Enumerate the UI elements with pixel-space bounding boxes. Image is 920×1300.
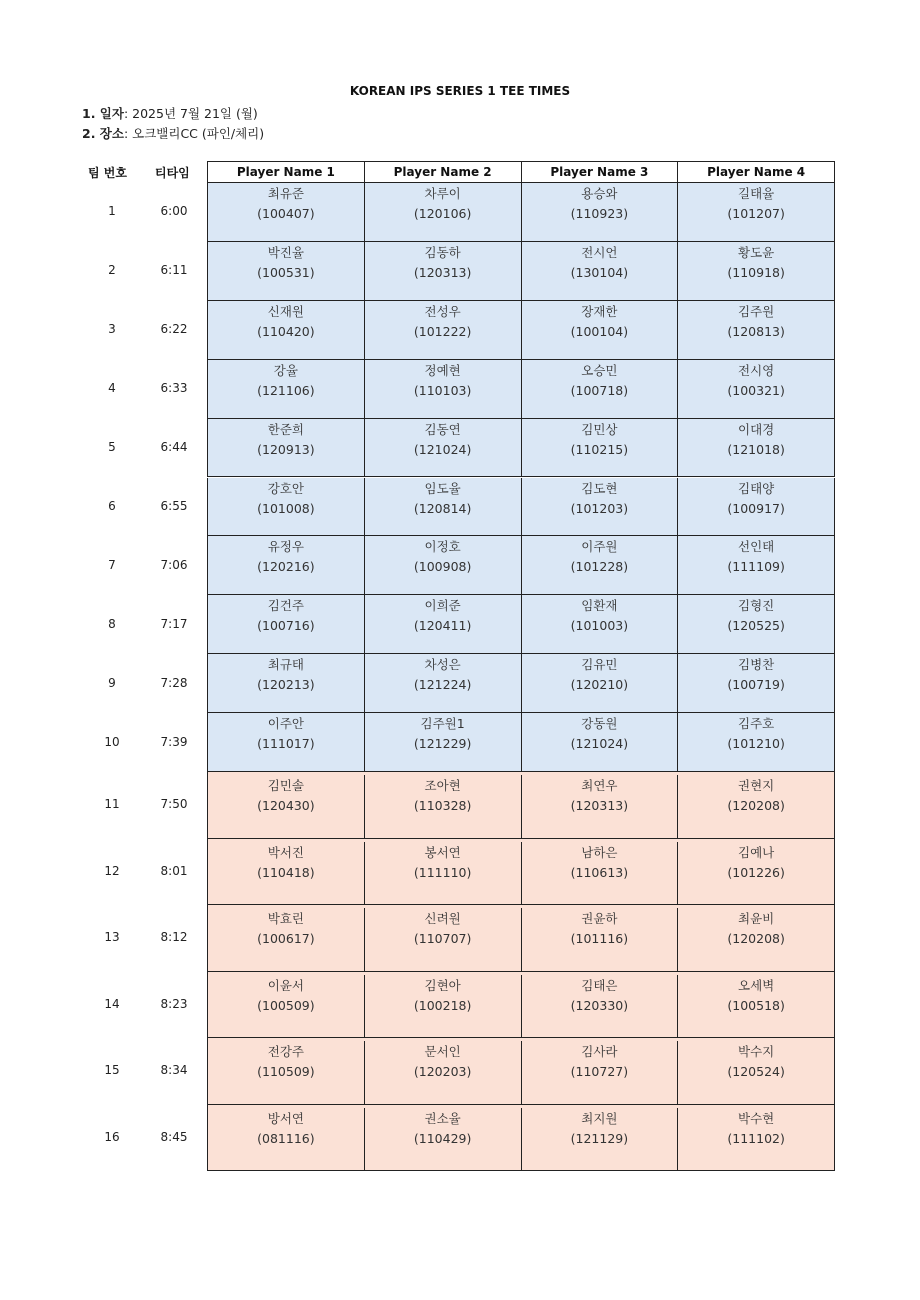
player-id: (120524) [727,1064,785,1079]
team-number: 7 [108,557,116,572]
player-name: 조아현 [424,778,461,793]
player-id: (100719) [727,677,785,693]
player-id: (101207) [727,206,785,221]
player-cells [207,1105,835,1172]
player-cell-3 [522,654,679,712]
table-row [0,242,920,301]
team-number: 14 [104,996,120,1011]
player-header-1: Player Name 1 [208,162,365,182]
player-name: 남하은 [581,844,618,860]
player-cell-4 [678,1108,834,1171]
player-id: (120208) [727,798,785,813]
player-name: 방서연 [267,1110,304,1126]
player-cell-2 [365,360,522,418]
player-name: 유정우 [267,539,304,555]
player-name: 황도윤 [738,244,775,260]
player-cell-1 [208,419,365,477]
player-name: 박수지 [738,1044,775,1059]
player-cells [207,839,835,906]
player-id: (110918) [727,264,785,280]
team-number: 15 [104,1063,120,1078]
player-name: 최연우 [581,778,618,793]
player-id: (100617) [257,931,315,946]
tee-time: 7:39 [160,734,188,749]
player-cell-2 [365,842,522,905]
player-id: (120313) [413,264,472,280]
tee-time: 7:17 [160,616,188,631]
team-number: 13 [104,930,120,945]
player-cell-4 [678,536,834,594]
player-name: 박서진 [267,844,304,860]
player-name: 최유준 [267,186,304,201]
player-name: 박수현 [738,1110,775,1126]
player-name: 전시언 [581,244,618,260]
player-cell-3 [522,419,679,477]
player-cell-1 [208,242,365,300]
player-id: (120525) [727,618,785,634]
table-row [0,536,920,595]
tee-time: 6:11 [160,263,188,278]
player-cell-3 [522,360,679,418]
player-cell-3 [522,183,679,241]
player-name: 오세벽 [738,977,775,993]
player-id: (111017) [257,736,315,752]
team-number: 2 [108,263,116,278]
player-cell-4 [678,242,834,300]
player-id: (101203) [570,500,629,516]
player-id: (110613) [570,864,629,880]
player-cell-2 [365,975,522,1038]
player-name: 김주원1 [420,716,465,732]
player-name: 김현아 [424,977,461,993]
player-cell-2 [365,183,522,241]
player-cells [207,360,835,419]
player-id: (110429) [413,1130,472,1146]
player-id: (120913) [257,441,315,457]
player-cell-1 [208,654,365,712]
player-id: (121024) [570,736,629,752]
info-date-sep: : [123,106,133,121]
player-id: (110328) [413,798,472,813]
player-cell-3 [522,536,679,594]
player-cell-3 [522,842,679,905]
player-cell-1 [208,1108,365,1171]
player-cell-1 [208,713,365,771]
player-cell-3 [522,775,679,838]
player-id: (121229) [413,736,472,752]
player-id: (081116) [257,1130,315,1146]
player-cell-2 [365,908,522,971]
player-id: (111109) [727,559,785,575]
player-name: 김주호 [738,716,775,732]
player-id: (120813) [727,323,785,339]
player-name: 김주원 [738,303,775,319]
player-id: (121129) [570,1130,629,1146]
player-id: (121018) [727,441,785,457]
table-row [0,595,920,654]
document-title: KOREAN IPS SERIES 1 TEE TIMES [349,84,571,98]
player-name: 강동원 [581,716,618,732]
player-name: 차루이 [424,186,461,201]
player-header-row [207,161,835,183]
player-cell-4 [678,478,834,536]
player-cell-2 [365,536,522,594]
player-name: 신려원 [424,911,461,926]
tee-time: 8:23 [160,996,188,1011]
player-cell-1 [208,183,365,241]
team-number: 8 [108,616,116,631]
player-name: 한준희 [267,421,304,437]
player-name: 김유민 [581,657,618,673]
player-name: 박효린 [267,911,304,926]
table-row [0,905,920,972]
player-id: (120814) [413,500,472,516]
tee-time: 8:45 [160,1129,188,1144]
team-number: 12 [104,863,120,878]
player-id: (101210) [727,736,785,752]
team-number: 5 [108,440,116,455]
player-id: (100716) [257,618,315,634]
player-id: (110509) [257,1064,315,1079]
player-name: 강호안 [267,480,304,496]
player-name: 강율 [273,362,298,378]
player-cell-3 [522,975,679,1038]
tee-time: 8:34 [160,1063,188,1078]
player-name: 김동연 [424,421,461,437]
player-id: (111102) [727,1130,785,1146]
player-cells [207,972,835,1039]
info-date-label: 1. 일자 [82,106,124,121]
player-cells [207,183,835,242]
player-id: (110727) [570,1064,629,1079]
player-name: 문서인 [424,1044,461,1059]
player-cell-3 [522,713,679,771]
player-name: 권소율 [424,1110,461,1126]
player-name: 차성은 [424,657,461,673]
player-name: 이윤서 [267,977,304,993]
player-cell-1 [208,908,365,971]
team-number: 16 [104,1129,120,1144]
table-row [0,360,920,419]
table-row [0,301,920,360]
player-cell-2 [365,595,522,653]
player-id: (101116) [570,931,629,946]
player-cell-2 [365,713,522,771]
player-cell-1 [208,478,365,536]
info-venue-sep: : [123,126,133,141]
tee-time-header: 티타임 [155,166,190,180]
player-name: 선인태 [738,539,775,555]
player-name: 이희준 [424,598,461,614]
player-name: 오승민 [581,362,618,378]
player-cell-4 [678,975,834,1038]
player-cell-2 [365,654,522,712]
player-cell-4 [678,301,834,359]
player-id: (110420) [257,323,315,339]
player-name: 김동하 [424,244,461,260]
player-cell-1 [208,1041,365,1104]
player-name: 김형진 [738,598,775,614]
player-id: (121106) [257,382,315,398]
tee-time: 6:55 [160,498,188,513]
player-cell-1 [208,775,365,838]
table-row [0,772,920,839]
player-id: (100407) [257,206,315,221]
player-cell-4 [678,1041,834,1104]
player-cell-4 [678,908,834,971]
player-name: 최윤비 [738,911,775,926]
tee-time: 7:28 [160,675,188,690]
player-id: (100718) [570,382,629,398]
player-cell-4 [678,713,834,771]
player-cells [207,419,835,478]
table-row [0,713,920,772]
player-name: 봉서연 [424,844,461,860]
player-name: 최규태 [267,657,304,673]
player-cells [207,772,835,839]
team-number: 11 [104,797,120,812]
player-id: (110418) [257,864,315,880]
player-id: (101226) [727,864,785,880]
info-date [82,104,258,122]
player-id: (120213) [257,677,315,693]
player-cell-1 [208,975,365,1038]
player-header-2: Player Name 2 [365,162,522,182]
player-id: (120203) [413,1064,472,1079]
player-id: (101222) [413,323,472,339]
team-number: 1 [108,204,116,219]
player-name: 임도율 [424,480,461,496]
player-cell-4 [678,419,834,477]
player-name: 이정호 [424,539,461,555]
player-name: 김민상 [581,421,618,437]
player-id: (100104) [570,323,629,339]
player-id: (120430) [257,798,315,813]
info-venue [82,124,264,142]
player-name: 이주원 [581,539,618,555]
tee-time: 6:44 [160,440,188,455]
player-cell-4 [678,183,834,241]
player-cells [207,536,835,595]
info-venue-value: 오크밸리CC (파인/체리) [132,126,265,141]
player-name: 최지원 [581,1110,618,1126]
player-name: 김태양 [738,480,775,496]
player-name: 신재원 [267,303,304,319]
tee-time: 7:06 [160,557,188,572]
player-id: (110103) [413,382,472,398]
player-id: (111110) [413,864,472,880]
table-row [0,478,920,537]
player-id: (120313) [570,798,629,813]
player-cell-4 [678,654,834,712]
team-number-header: 팀 번호 [88,166,127,180]
player-name: 전강주 [267,1044,304,1059]
tee-time: 6:33 [160,381,188,396]
player-cell-2 [365,301,522,359]
table-row [0,419,920,478]
tee-time: 7:50 [160,797,188,812]
player-id: (100531) [257,264,315,280]
player-cells [207,595,835,654]
player-name: 이대경 [738,421,775,437]
player-cell-3 [522,242,679,300]
tee-time: 8:01 [160,863,188,878]
player-id: (130104) [570,264,629,280]
player-cell-1 [208,842,365,905]
player-header-4: Player Name 4 [707,165,806,179]
player-id: (120216) [257,559,315,575]
player-name: 장재한 [581,303,618,319]
player-cells [207,713,835,772]
player-id: (110215) [570,441,629,457]
player-cell-1 [208,360,365,418]
player-name: 박진율 [267,244,304,260]
player-id: (100321) [727,382,785,398]
player-name: 전성우 [424,303,461,319]
team-number: 9 [108,675,116,690]
player-name: 정예현 [424,362,461,378]
player-id: (120210) [570,677,629,693]
info-date-value: 2025년 7월 21일 (월) [132,106,258,121]
player-cell-3 [522,908,679,971]
player-name: 김도현 [581,480,618,496]
player-id: (101228) [570,559,629,575]
player-name: 권윤하 [581,911,618,926]
team-number: 4 [108,381,116,396]
player-cells [207,1038,835,1105]
player-cell-4 [678,775,834,838]
player-name: 김민솔 [267,778,304,793]
player-cell-2 [365,775,522,838]
player-name: 임환재 [581,598,618,614]
player-id: (101003) [570,618,629,634]
player-name: 김사라 [581,1044,618,1059]
player-name: 김병찬 [738,657,775,673]
team-number: 6 [108,498,116,513]
player-cell-1 [208,595,365,653]
info-venue-label: 2. 장소 [82,126,124,141]
player-cell-1 [208,301,365,359]
player-name: 김예나 [738,844,775,860]
player-cell-3 [522,1108,679,1171]
player-id: (120411) [413,618,472,634]
player-name: 김태은 [581,977,618,993]
player-name: 이주안 [267,716,304,732]
player-id: (100509) [257,997,315,1013]
player-cell-2 [365,1108,522,1171]
player-id: (101008) [257,500,315,516]
player-id: (100518) [727,997,785,1013]
tee-time: 6:22 [160,322,188,337]
player-name: 용승와 [581,186,618,201]
tee-time: 8:12 [160,930,188,945]
player-cell-4 [678,842,834,905]
player-id: (120106) [413,206,472,221]
player-id: (110707) [413,931,472,946]
player-cell-3 [522,301,679,359]
player-cells [207,242,835,301]
table-row [0,972,920,1039]
player-id: (110923) [570,206,629,221]
player-id: (100908) [413,559,472,575]
table-row [0,654,920,713]
player-id: (121024) [413,441,472,457]
player-id: (100917) [727,500,785,516]
player-cells [207,478,835,537]
player-cell-2 [365,419,522,477]
player-name: 김건주 [267,598,304,614]
player-cells [207,301,835,360]
player-cell-2 [365,242,522,300]
table-row [0,1105,920,1172]
team-number: 3 [108,322,116,337]
player-cell-3 [522,1041,679,1104]
tee-time: 6:00 [160,204,188,219]
player-name: 길태율 [738,186,775,201]
player-id: (120330) [570,997,629,1013]
player-id: (121224) [413,677,472,693]
table-row [0,1038,920,1105]
player-cell-1 [208,536,365,594]
table-row [0,183,920,242]
table-row [0,839,920,906]
player-header-3: Player Name 3 [522,162,679,182]
player-cell-3 [522,478,679,536]
team-number: 10 [104,734,120,749]
player-id: (100218) [413,997,472,1013]
player-id: (120208) [727,931,785,946]
player-cell-2 [365,478,522,536]
player-cells [207,905,835,972]
player-cells [207,654,835,713]
player-name: 권현지 [738,778,775,793]
player-cell-2 [365,1041,522,1104]
player-cell-4 [678,595,834,653]
player-name: 전시영 [738,362,775,378]
player-cell-4 [678,360,834,418]
player-cell-3 [522,595,679,653]
